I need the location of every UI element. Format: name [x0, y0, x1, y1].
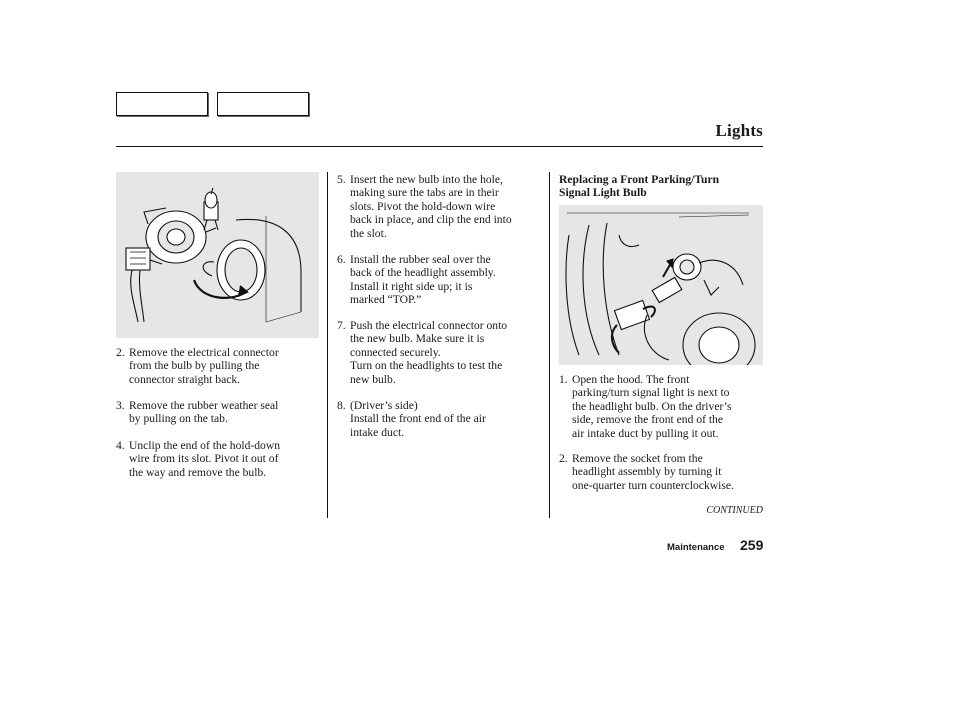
step-3: 3. Remove the rubber weather seal by pulling on the tab. [116, 399, 279, 426]
footer-section-name: Maintenance [667, 542, 725, 553]
header-rule [116, 146, 763, 147]
section-heading: Replacing a Front Parking/Turn Signal Light Bulb [559, 173, 720, 199]
step-8: 8. (Driver’s side) Install the front end of the air intake duct. [337, 399, 486, 439]
step-2: 2. Remove the electrical connector from the bulb by pulling the connector straight back. [116, 346, 279, 386]
page-title: Lights [715, 121, 763, 140]
step-6: 6. Install the rubber seal over the back of the headlight assembly. Install it right side up; it is marked “TOP.” [337, 253, 496, 307]
column-divider-2 [549, 172, 550, 518]
step-1-right: 1. Open the hood. The front parking/turn signal light is next to the headlight bulb. On the driver’s side, remove the front end of the air intake duct by pulling it out. [559, 373, 732, 440]
parking-light-socket-illustration [559, 205, 763, 365]
headlight-bulb-illustration [116, 172, 319, 338]
nav-tab-2[interactable] [217, 92, 309, 116]
nav-tab-1[interactable] [116, 92, 208, 116]
continued-label: CONTINUED [706, 505, 763, 516]
step-2-right: 2. Remove the socket from the headlight assembly by turning it one-quarter turn counterclockwise. [559, 452, 734, 492]
step-7: 7. Push the electrical connector onto the new bulb. Make sure it is connected securely. Turn on the headlights to test the new bulb. [337, 319, 508, 386]
step-4: 4. Unclip the end of the hold-down wire from its slot. Pivot it out of the way and remove the bulb. [116, 439, 281, 479]
step-5: 5. Insert the new bulb into the hole, making sure the tabs are in their slots. Pivot the hold-down wire back in place, and clip the end into the slot. [337, 173, 512, 240]
column-divider-1 [327, 172, 328, 518]
page-number: 259 [740, 537, 764, 553]
